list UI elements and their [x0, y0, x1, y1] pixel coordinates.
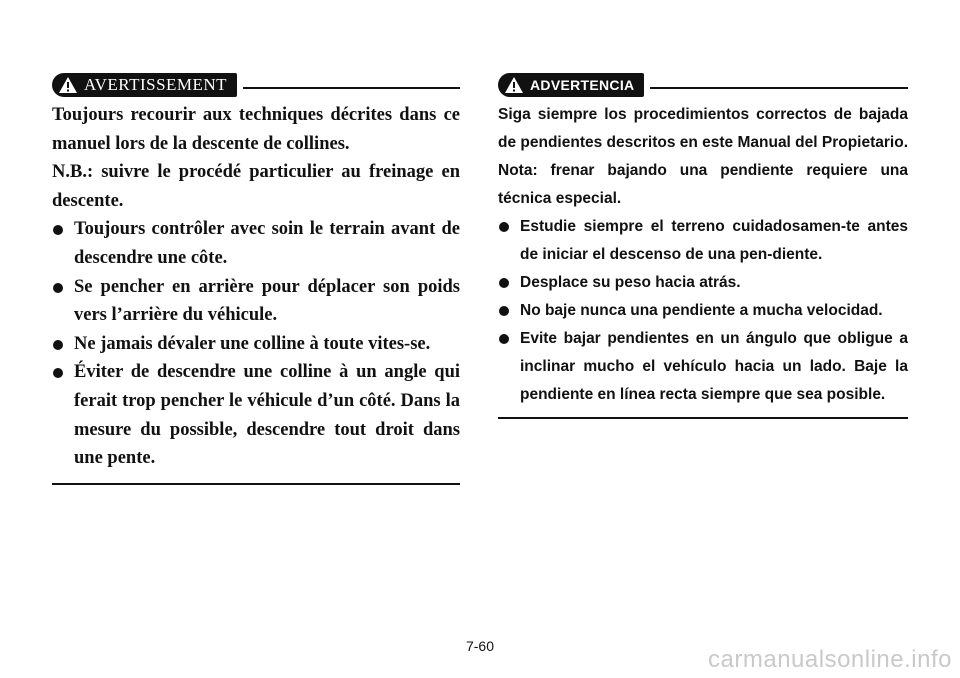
- bullet-icon: [53, 340, 63, 350]
- end-rule: [52, 483, 460, 485]
- watermark: carmanualsonline.info: [708, 646, 952, 673]
- warning-badge: [498, 73, 644, 97]
- french-warning-section: [52, 72, 460, 485]
- warning-label: ADVERTENCIA: [530, 77, 635, 93]
- end-rule: [498, 417, 908, 419]
- bullet-icon: [53, 225, 63, 235]
- list-item-text: Evite bajar pendientes en un ángulo que obligue a inclinar mucho el vehículo hacia un lado. Baje la pendiente en línea recta siempre que sea posible.: [520, 330, 908, 403]
- bullet-icon: [499, 334, 509, 344]
- bullet-list: [52, 215, 460, 472]
- list-item: [498, 213, 908, 269]
- warning-body: [52, 101, 460, 485]
- bullet-icon: [499, 222, 509, 232]
- list-item: [52, 358, 460, 472]
- bullet-icon: [499, 306, 509, 316]
- list-item-text: Éviter de descendre une colline à un angle qui ferait trop pencher le véhicule d’un côté. Dans la mesure du possible, descendre tout droit dans une pente.: [74, 362, 460, 469]
- bullet-icon: [53, 368, 63, 378]
- list-item-text: Se pencher en arrière pour déplacer son poids vers l’arrière du véhicule.: [74, 276, 460, 326]
- list-item: [52, 273, 460, 330]
- warning-header: [52, 72, 460, 98]
- list-item-text: No baje nunca una pendiente a mucha velocidad.: [520, 302, 883, 319]
- warning-label: AVERTISSEMENT: [84, 75, 228, 94]
- header-rule: [243, 87, 460, 89]
- warning-header: [498, 72, 908, 98]
- intro-paragraph: Toujours recourir aux techniques décrites dans ce manuel lors de la descente de collines.: [52, 105, 460, 154]
- bullet-list: [498, 213, 908, 409]
- note-paragraph: N.B.: suivre le procédé particulier au freinage en descente.: [52, 162, 460, 211]
- note-paragraph: Nota: frenar bajando una pendiente requiere una técnica especial.: [498, 162, 908, 207]
- list-item-text: Toujours contrôler avec soin le terrain avant de descendre une côte.: [74, 219, 460, 268]
- page-number: 7-60: [465, 638, 495, 654]
- header-rule: [650, 87, 908, 89]
- intro-paragraph: Siga siempre los procedimientos correctos de bajada de pendientes descritos en este Manual del Propietario.: [498, 106, 909, 151]
- warning-badge: [52, 73, 237, 97]
- list-item: [498, 325, 908, 409]
- warning-body: [498, 101, 908, 419]
- spanish-warning-section: [498, 72, 908, 419]
- list-item-text: Estudie siempre el terreno cuidadosamen-te antes de iniciar el descenso de una pen-diente.: [520, 218, 908, 263]
- list-item: [52, 215, 460, 272]
- bullet-icon: [53, 283, 63, 293]
- warning-triangle-icon: [58, 76, 78, 94]
- list-item: [498, 297, 908, 325]
- warning-triangle-icon: [504, 76, 524, 94]
- bullet-icon: [499, 278, 509, 288]
- list-item-text: Desplace su peso hacia atrás.: [520, 274, 741, 291]
- list-item: [52, 330, 460, 359]
- list-item-text: Ne jamais dévaler une colline à toute vites-se.: [74, 333, 431, 354]
- list-item: [498, 269, 908, 297]
